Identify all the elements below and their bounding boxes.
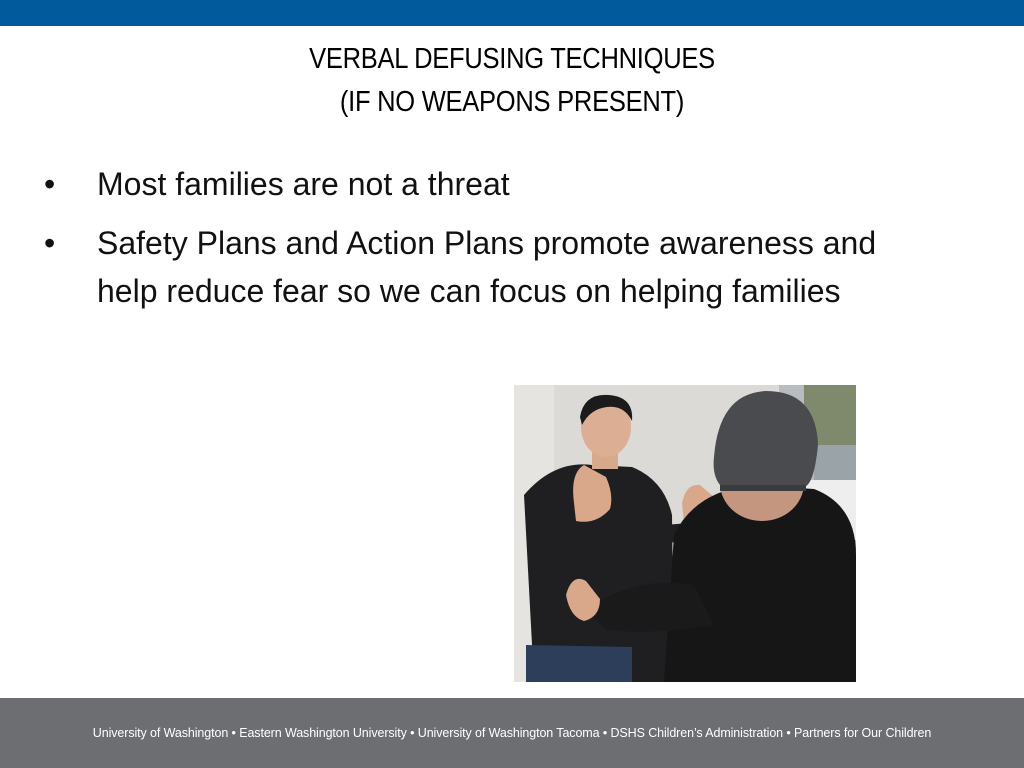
bullet-item <box>44 160 944 208</box>
bullet-text: Most families are not a threat <box>97 166 510 202</box>
header-bar <box>0 0 1024 26</box>
footer-partners-text: University of Washington • Eastern Washington University • University of Washington Tacoma • DSHS Children’s Administration • Partners for Our Children <box>92 726 932 740</box>
photo-illustration <box>514 385 856 682</box>
bullet-list <box>44 160 944 326</box>
slide-title-line-1: VERBAL DEFUSING TECHNIQUES <box>309 43 715 75</box>
bullet-marker: • <box>44 166 56 202</box>
slide-title-line-2: (IF NO WEAPONS PRESENT) <box>339 86 685 118</box>
confrontation-photo <box>514 385 856 682</box>
bullet-marker: • <box>44 225 56 261</box>
footer-bar <box>0 698 1024 768</box>
bullet-item <box>44 219 944 315</box>
slide-title <box>0 38 1024 124</box>
bullet-text: Safety Plans and Action Plans promote awareness and help reduce fear so we can focus on helping families <box>97 225 877 309</box>
